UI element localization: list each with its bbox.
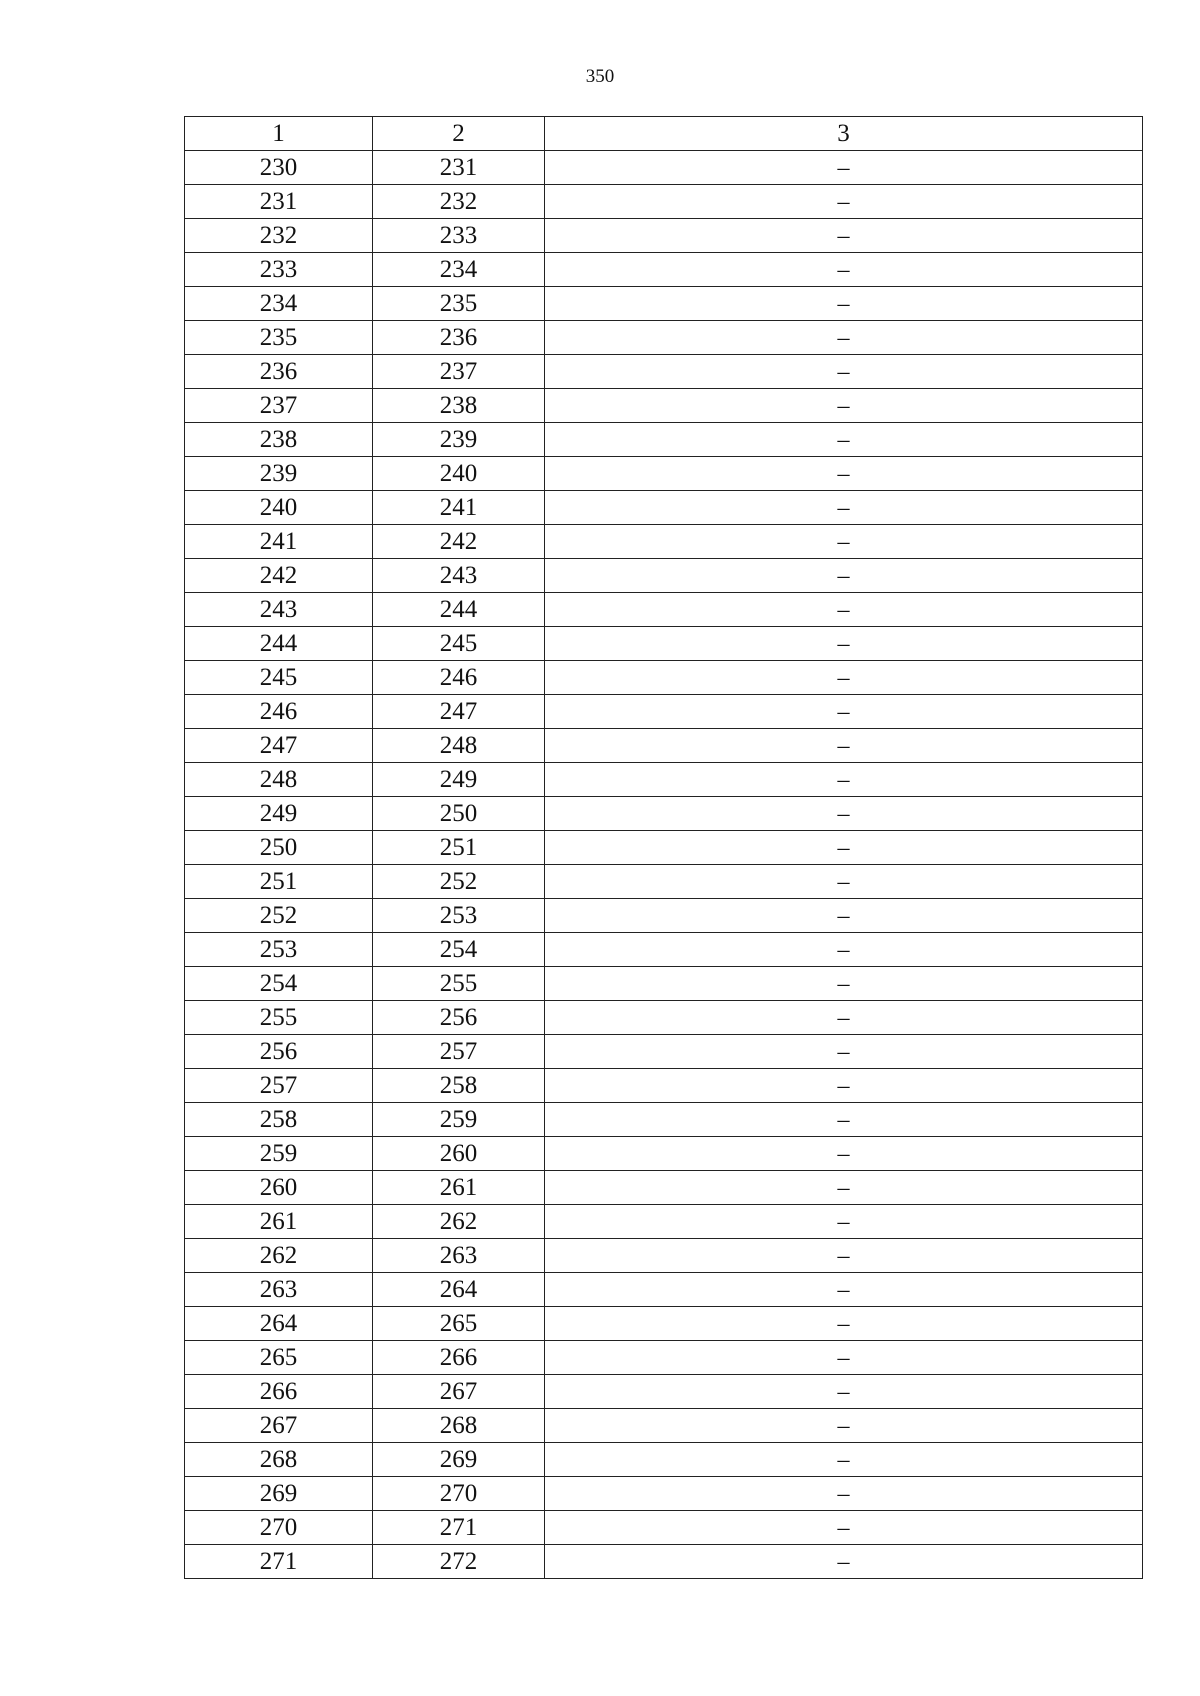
table-cell-col-1: 264 [185, 1307, 373, 1341]
table-cell-col-1: 240 [185, 491, 373, 525]
table-cell-col-2: 261 [373, 1171, 545, 1205]
table-cell-col-1: 256 [185, 1035, 373, 1069]
table-cell-col-2: 266 [373, 1341, 545, 1375]
table-cell-col-3: – [545, 831, 1143, 865]
table-cell-col-1: 249 [185, 797, 373, 831]
table-cell-col-1: 245 [185, 661, 373, 695]
table-row [185, 1375, 1143, 1409]
table-row [185, 1001, 1143, 1035]
table-cell-col-1: 267 [185, 1409, 373, 1443]
table-row [185, 831, 1143, 865]
table-cell-col-2: 260 [373, 1137, 545, 1171]
table-cell-col-1: 260 [185, 1171, 373, 1205]
table-cell-col-3: – [545, 1341, 1143, 1375]
table-cell-col-2: 267 [373, 1375, 545, 1409]
table-cell-col-3: – [545, 729, 1143, 763]
table-row [185, 389, 1143, 423]
table-cell-col-1: 246 [185, 695, 373, 729]
table-cell-col-2: 256 [373, 1001, 545, 1035]
table-cell-col-2: 239 [373, 423, 545, 457]
table-cell-col-3: – [545, 763, 1143, 797]
table-cell-col-1: 261 [185, 1205, 373, 1239]
table-row [185, 933, 1143, 967]
table-cell-col-2: 250 [373, 797, 545, 831]
table-cell-col-2: 254 [373, 933, 545, 967]
table-cell-col-3: – [545, 423, 1143, 457]
table-row [185, 967, 1143, 1001]
table-cell-col-3: – [545, 1137, 1143, 1171]
table-cell-col-2: 233 [373, 219, 545, 253]
table-cell-col-2: 251 [373, 831, 545, 865]
table-cell-col-1: 259 [185, 1137, 373, 1171]
table-cell-col-1: 233 [185, 253, 373, 287]
table-cell-col-1: 238 [185, 423, 373, 457]
table-cell-col-2: 262 [373, 1205, 545, 1239]
table-cell-col-2: 271 [373, 1511, 545, 1545]
table-row [185, 151, 1143, 185]
column-header-3: 3 [545, 117, 1143, 151]
table-cell-col-3: – [545, 1545, 1143, 1579]
table-row [185, 423, 1143, 457]
table-cell-col-2: 265 [373, 1307, 545, 1341]
table-cell-col-2: 255 [373, 967, 545, 1001]
table-row [185, 1035, 1143, 1069]
table-row [185, 1409, 1143, 1443]
table-cell-col-3: – [545, 219, 1143, 253]
data-table-container [184, 116, 1142, 1579]
table-cell-col-2: 238 [373, 389, 545, 423]
table-cell-col-3: – [545, 185, 1143, 219]
table-body [185, 151, 1143, 1579]
table-row [185, 185, 1143, 219]
column-header-2: 2 [373, 117, 545, 151]
table-cell-col-2: 259 [373, 1103, 545, 1137]
table-cell-col-1: 247 [185, 729, 373, 763]
table-cell-col-3: – [545, 695, 1143, 729]
table-cell-col-3: – [545, 253, 1143, 287]
table-cell-col-3: – [545, 1511, 1143, 1545]
table-cell-col-3: – [545, 457, 1143, 491]
table-cell-col-3: – [545, 1307, 1143, 1341]
table-cell-col-3: – [545, 525, 1143, 559]
table-row [185, 219, 1143, 253]
table-cell-col-3: – [545, 321, 1143, 355]
table-row [185, 1545, 1143, 1579]
table-cell-col-2: 246 [373, 661, 545, 695]
table-cell-col-1: 248 [185, 763, 373, 797]
table-cell-col-1: 252 [185, 899, 373, 933]
table-cell-col-1: 236 [185, 355, 373, 389]
table-cell-col-1: 232 [185, 219, 373, 253]
table-cell-col-2: 272 [373, 1545, 545, 1579]
table-cell-col-1: 265 [185, 1341, 373, 1375]
table-cell-col-2: 270 [373, 1477, 545, 1511]
table-cell-col-1: 244 [185, 627, 373, 661]
table-cell-col-3: – [545, 287, 1143, 321]
table-cell-col-3: – [545, 1477, 1143, 1511]
table-cell-col-3: – [545, 967, 1143, 1001]
table-row [185, 865, 1143, 899]
table-row [185, 1443, 1143, 1477]
table-cell-col-2: 241 [373, 491, 545, 525]
table-cell-col-1: 230 [185, 151, 373, 185]
table-cell-col-2: 252 [373, 865, 545, 899]
table-cell-col-2: 235 [373, 287, 545, 321]
table-row [185, 1171, 1143, 1205]
table-cell-col-2: 264 [373, 1273, 545, 1307]
table-cell-col-3: – [545, 1239, 1143, 1273]
table-row [185, 729, 1143, 763]
table-row [185, 661, 1143, 695]
table-row [185, 1239, 1143, 1273]
table-row [185, 797, 1143, 831]
table-cell-col-2: 240 [373, 457, 545, 491]
table-cell-col-3: – [545, 1273, 1143, 1307]
table-cell-col-1: 234 [185, 287, 373, 321]
table-cell-col-2: 245 [373, 627, 545, 661]
table-row [185, 593, 1143, 627]
table-cell-col-3: – [545, 1409, 1143, 1443]
table-cell-col-1: 242 [185, 559, 373, 593]
table-cell-col-3: – [545, 593, 1143, 627]
column-header-1: 1 [185, 117, 373, 151]
table-row [185, 1307, 1143, 1341]
table-cell-col-1: 241 [185, 525, 373, 559]
table-cell-col-1: 262 [185, 1239, 373, 1273]
table-cell-col-3: – [545, 151, 1143, 185]
table-cell-col-2: 243 [373, 559, 545, 593]
table-row [185, 355, 1143, 389]
table-row [185, 457, 1143, 491]
table-row [185, 763, 1143, 797]
table-cell-col-3: – [545, 491, 1143, 525]
table-cell-col-1: 263 [185, 1273, 373, 1307]
table-cell-col-2: 269 [373, 1443, 545, 1477]
table-row [185, 1137, 1143, 1171]
table-cell-col-1: 239 [185, 457, 373, 491]
table-cell-col-3: – [545, 1001, 1143, 1035]
table-cell-col-1: 231 [185, 185, 373, 219]
table-row [185, 321, 1143, 355]
table-cell-col-3: – [545, 865, 1143, 899]
table-cell-col-2: 257 [373, 1035, 545, 1069]
table-row [185, 899, 1143, 933]
table-row [185, 1273, 1143, 1307]
table-cell-col-2: 232 [373, 185, 545, 219]
table-cell-col-1: 255 [185, 1001, 373, 1035]
table-cell-col-2: 253 [373, 899, 545, 933]
table-cell-col-1: 243 [185, 593, 373, 627]
table-cell-col-2: 268 [373, 1409, 545, 1443]
table-cell-col-1: 237 [185, 389, 373, 423]
table-cell-col-3: – [545, 1035, 1143, 1069]
table-cell-col-2: 258 [373, 1069, 545, 1103]
table-cell-col-1: 269 [185, 1477, 373, 1511]
table-cell-col-1: 253 [185, 933, 373, 967]
table-cell-col-2: 247 [373, 695, 545, 729]
table-cell-col-1: 258 [185, 1103, 373, 1137]
table-cell-col-3: – [545, 1443, 1143, 1477]
table-row [185, 253, 1143, 287]
table-cell-col-3: – [545, 797, 1143, 831]
table-cell-col-3: – [545, 899, 1143, 933]
table-cell-col-1: 271 [185, 1545, 373, 1579]
table-header-row [185, 117, 1143, 151]
table-cell-col-3: – [545, 355, 1143, 389]
table-cell-col-1: 250 [185, 831, 373, 865]
table-row [185, 1341, 1143, 1375]
table-row [185, 1103, 1143, 1137]
table-row [185, 559, 1143, 593]
table-cell-col-1: 266 [185, 1375, 373, 1409]
table-cell-col-2: 263 [373, 1239, 545, 1273]
table-row [185, 491, 1143, 525]
table-row [185, 1205, 1143, 1239]
table-cell-col-2: 236 [373, 321, 545, 355]
page-number: 350 [585, 66, 615, 87]
table-cell-col-1: 268 [185, 1443, 373, 1477]
table-row [185, 1511, 1143, 1545]
table-cell-col-1: 254 [185, 967, 373, 1001]
table-cell-col-3: – [545, 559, 1143, 593]
table-cell-col-1: 257 [185, 1069, 373, 1103]
table-cell-col-2: 234 [373, 253, 545, 287]
table-cell-col-1: 251 [185, 865, 373, 899]
table-cell-col-3: – [545, 661, 1143, 695]
table-cell-col-3: – [545, 1103, 1143, 1137]
table-cell-col-2: 249 [373, 763, 545, 797]
table-cell-col-3: – [545, 389, 1143, 423]
table-row [185, 287, 1143, 321]
table-cell-col-2: 231 [373, 151, 545, 185]
table-cell-col-3: – [545, 1069, 1143, 1103]
table-cell-col-3: – [545, 1205, 1143, 1239]
table-cell-col-2: 244 [373, 593, 545, 627]
data-table [184, 116, 1143, 1579]
table-cell-col-3: – [545, 933, 1143, 967]
table-row [185, 525, 1143, 559]
table-row [185, 1477, 1143, 1511]
table-cell-col-2: 248 [373, 729, 545, 763]
table-cell-col-3: – [545, 627, 1143, 661]
table-row [185, 1069, 1143, 1103]
table-cell-col-1: 235 [185, 321, 373, 355]
table-cell-col-2: 237 [373, 355, 545, 389]
table-cell-col-1: 270 [185, 1511, 373, 1545]
table-cell-col-3: – [545, 1171, 1143, 1205]
table-cell-col-2: 242 [373, 525, 545, 559]
table-cell-col-3: – [545, 1375, 1143, 1409]
table-row [185, 627, 1143, 661]
table-row [185, 695, 1143, 729]
